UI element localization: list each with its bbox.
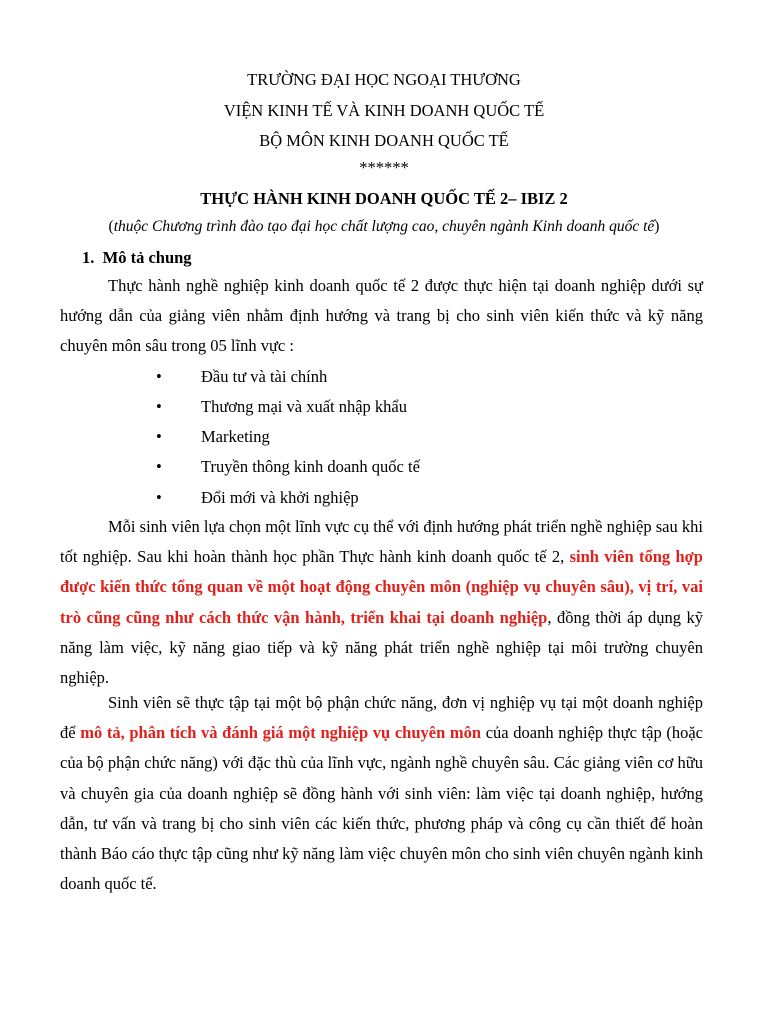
intro-paragraph: Thực hành nghề nghiệp kinh doanh quốc tế 2 được thực hiện tại doanh nghiệp dưới sự hướng dẫn của giảng viên nhằm định hướng và trang bị cho sinh viên kiến thức và kỹ năng chuyên môn sâu trong 05 lĩnh vực : — [60, 276, 703, 356]
highlighted-text: mô tả, phân tích và đánh giá một nghiệp vụ chuyên môn — [80, 723, 482, 743]
bullet-icon: • — [156, 427, 162, 446]
document-title: THỰC HÀNH KINH DOANH QUỐC TẾ 2– IBIZ 2 — [200, 189, 568, 208]
document-page: TRƯỜNG ĐẠI HỌC NGOẠI THƯƠNG VIỆN KINH TẾ VÀ KINH DOANH QUỐC TẾ BỘ MÔN KINH DOANH QUỐC TẾ ****** THỰC HÀNH KINH DOANH QUỐC TẾ 2– IBIZ 2 (thuộc Chương trình đào tạo đại học chất lượng cao, chuyên ngành Kinh doanh quốc tế) 1. Mô tả chung Thực hành nghề nghiệp kinh doanh quốc tế 2 được thực hiện tại doanh nghiệp dưới sự hướng dẫn của giảng viên nhằm định hướng và trang bị cho sinh viên kiến thức và kỹ năng chuyên môn sâu trong 05 lĩnh vực : • Đầu tư và tài chính • Thương mại và xuất nhập khẩu • Marketing • Truyền thông kinh doanh quốc tế • Đổi mới và khởi nghiệp Mỗi sinh viên lựa chọn một lĩnh vực cụ thể với định hướng phát triển nghề nghiệp sau khi tốt nghiệp. Sau khi hoàn thành học phần Thực hành kinh doanh quốc tế 2, sinh viên tổng hợp được kiến thức tổng quan về một hoạt động chuyên môn (nghiệp vụ chuyên sâu), vị trí, vai trò cũng cũng như cách thức vận hành, triển khai tại doanh nghiệp, đồng thời áp dụng kỹ năng làm việc, kỹ năng giao tiếp và kỹ năng phát triển nghề nghiệp tại môi trường chuyên nghiệp. Sinh viên sẽ thực tập tại một bộ phận chức năng, đơn vị nghiệp vụ tại một doanh nghiệp để mô tả, phân tích và đánh giá một nghiệp vụ chuyên môn của doanh nghiệp thực tập (hoặc của bộ phận chức năng) với đặc thù của lĩnh vực, ngành nghề chuyên sâu. Các giảng viên cơ hữu và chuyên gia của doanh nghiệp sẽ đồng hành với sinh viên: làm việc tại doanh nghiệp, hướng dẫn, tư vấn và trang bị cho sinh viên các kiến thức, phương pháp và công cụ cần thiết để hoàn thành Báo cáo thực tập cũng như kỹ năng làm việc chuyên môn cho sinh viên chuyên ngành kinh doanh quốc tế. — [0, 0, 768, 1024]
section-number: 1. — [82, 248, 95, 267]
separator-stars: ****** — [359, 158, 409, 177]
bullet-icon: • — [156, 397, 162, 416]
internship-paragraph: Sinh viên sẽ thực tập tại một bộ phận chức năng, đơn vị nghiệp vụ tại một doanh nghiệp để mô tả, phân tích và đánh giá một nghiệp vụ chuyên môn của doanh nghiệp thực tập (hoặc của bộ phận chức năng) với đặc thù của lĩnh vực, ngành nghề chuyên sâu. Các giảng viên cơ hữu và chuyên gia của doanh nghiệp sẽ đồng hành với sinh viên: làm việc tại doanh nghiệp, hướng dẫn, tư vấn và trang bị cho sinh viên các kiến thức, phương pháp và công cụ cần thiết để hoàn thành Báo cáo thực tập cũng như kỹ năng làm việc chuyên môn cho sinh viên chuyên ngành kinh doanh quốc tế. — [60, 693, 703, 894]
learning-outcome-paragraph: Mỗi sinh viên lựa chọn một lĩnh vực cụ thể với định hướng phát triển nghề nghiệp sau khi tốt nghiệp. Sau khi hoàn thành học phần Thực hành kinh doanh quốc tế 2, sinh viên tổng hợp được kiến thức tổng quan về một hoạt động chuyên môn (nghiệp vụ chuyên sâu), vị trí, vai trò cũng cũng như cách thức vận hành, triển khai tại doanh nghiệp, đồng thời áp dụng kỹ năng làm việc, kỹ năng giao tiếp và kỹ năng phát triển nghề nghiệp tại môi trường chuyên nghiệp. — [60, 517, 703, 688]
section-heading — [82, 248, 192, 268]
bullet-icon: • — [156, 367, 162, 386]
bullet-icon: • — [156, 457, 162, 476]
university-name: TRƯỜNG ĐẠI HỌC NGOẠI THƯƠNG — [247, 70, 521, 89]
institute-name: VIỆN KINH TẾ VÀ KINH DOANH QUỐC TẾ — [223, 101, 545, 120]
department-name: BỘ MÔN KINH DOANH QUỐC TẾ — [259, 131, 509, 150]
document-subtitle: (thuộc Chương trình đào tạo đại học chất lượng cao, chuyên ngành Kinh doanh quốc tế) — [108, 218, 660, 235]
section-title: Mô tả chung — [102, 248, 192, 267]
bullet-icon: • — [156, 488, 162, 507]
highlighted-text: sinh viên tổng hợp được kiến thức tổng quan về một hoạt động chuyên môn (nghiệp vụ chuyên sâu), vị trí, vai trò cũng cũng như cách thức vận hành, triển khai tại doanh nghiệp — [60, 547, 703, 627]
